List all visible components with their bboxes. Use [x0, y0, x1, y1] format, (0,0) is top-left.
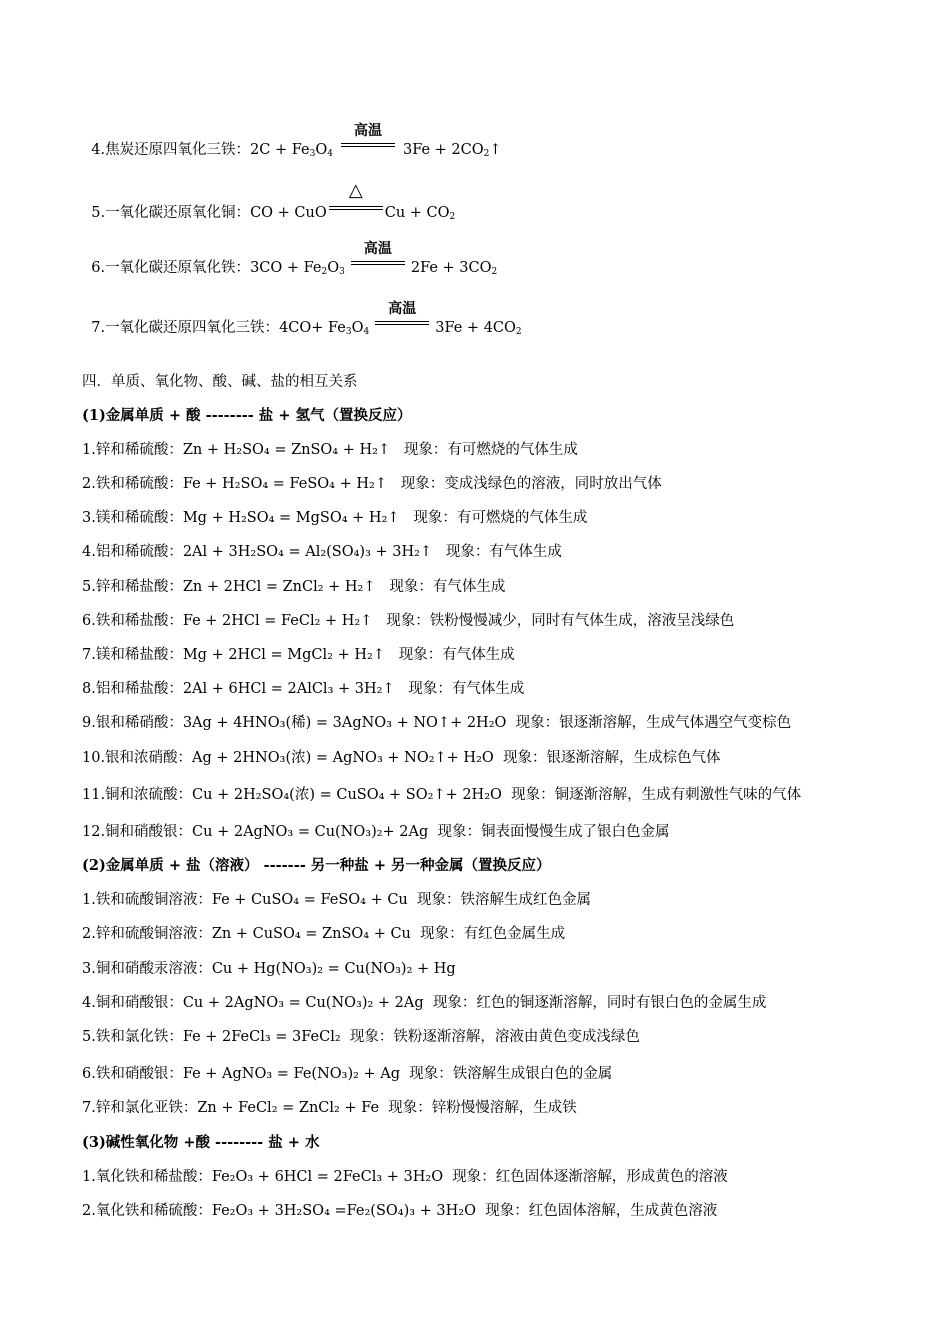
reaction-name: 焦炭还原四氧化三铁：: [105, 142, 251, 158]
section-title: 四．单质、氧化物、酸、碱、盐的相互关系: [82, 374, 358, 390]
item-number: 5.: [91, 205, 106, 221]
list-item: 1.氧化铁和稀盐酸：Fe₂O₃ + 6HCl = 2FeCl₃ + 3H₂O 现象：红色固体逐渐溶解，形成黄色的溶液: [82, 1169, 728, 1185]
products: $Cu + CO_2$: [384, 205, 456, 222]
condition-label: △: [348, 180, 363, 201]
condition-label: 高温: [388, 301, 417, 317]
subsection-title: (3)碱性氧化物 +酸 -------- 盐 + 水: [82, 1134, 320, 1151]
list-item: 11.铜和浓硫酸：Cu + 2H₂SO₄(浓) = CuSO₄ + SO₂↑+ 2H₂O 现象：铜逐渐溶解，生成有刺激性气味的气体: [82, 787, 802, 803]
list-item: 10.银和浓硝酸：Ag + 2HNO₃(浓) = AgNO₃ + NO₂↑+ H₂O 现象：银逐渐溶解，生成棕色气体: [82, 750, 721, 766]
item-number: 4.: [91, 142, 106, 158]
list-item: 1.锌和稀硫酸：Zn + H₂SO₄ = ZnSO₄ + H₂↑ 现象：有可燃烧的气体生成: [82, 442, 578, 458]
reaction-name: 一氧化碳还原氧化铜：: [105, 205, 251, 221]
products: $3Fe + 2CO_2↑$: [402, 142, 502, 159]
list-item: 1.铁和硫酸铜溶液：Fe + CuSO₄ = FeSO₄ + Cu 现象：铁溶解生成红色金属: [82, 892, 591, 908]
list-item: 2.氧化铁和稀硫酸：Fe₂O₃ + 3H₂SO₄ =Fe₂(SO₄)₃ + 3H₂O 现象：红色固体溶解，生成黄色溶液: [82, 1203, 718, 1219]
subsection-title: (1)金属单质 + 酸 -------- 盐 + 氢气（置换反应）: [82, 407, 412, 424]
products: $3Fe + 4CO_2$: [435, 320, 522, 337]
reaction-line: [82, 298, 522, 338]
list-item: 2.锌和硫酸铜溶液：Zn + CuSO₄ = ZnSO₄ + Cu 现象：有红色金属生成: [82, 926, 566, 942]
condition-label: 高温: [353, 123, 382, 139]
reaction-name: 一氧化碳还原氧化铁：: [105, 260, 251, 276]
products: $2Fe + 3CO_2$: [410, 260, 498, 277]
reactants: CO + CuO: [250, 205, 327, 221]
condition-label: 高温: [363, 241, 392, 257]
list-item: 7.镁和稀盐酸：Mg + 2HCl = MgCl₂ + H₂↑ 现象：有气体生成: [82, 647, 515, 663]
list-item: 3.铜和硝酸汞溶液：Cu + Hg(NO₃)₂ = Cu(NO₃)₂ + Hg: [82, 961, 456, 977]
reaction-line: [82, 180, 456, 223]
list-item: 9.银和稀硝酸：3Ag + 4HNO₃(稀) = 3AgNO₃ + NO↑+ 2H₂O 现象：银逐渐溶解，生成气体遇空气变棕色: [82, 715, 792, 731]
list-item: 4.铝和稀硫酸：2Al + 3H₂SO₄ = Al₂(SO₄)₃ + 3H₂↑ 现象：有气体生成: [82, 544, 562, 560]
list-item: 6.铁和硝酸银：Fe + AgNO₃ = Fe(NO₃)₂ + Ag 现象：铁溶解生成银白色的金属: [82, 1066, 613, 1082]
list-item: 7.锌和氯化亚铁：Zn + FeCl₂ = ZnCl₂ + Fe 现象：锌粉慢慢溶解，生成铁: [82, 1100, 577, 1116]
subsection-title: (2)金属单质 + 盐（溶液） ------- 另一种盐 + 另一种金属（置换反应）: [82, 857, 551, 874]
list-item: 8.铝和稀盐酸：2Al + 6HCl = 2AlCl₃ + 3H₂↑ 现象：有气体生成: [82, 681, 525, 697]
item-number: 7.: [91, 320, 106, 336]
reactants: $4CO+ Fe_3O_4$: [279, 320, 370, 337]
list-item: 2.铁和稀硫酸：Fe + H₂SO₄ = FeSO₄ + H₂↑ 现象：变成浅绿色的溶液，同时放出气体: [82, 476, 662, 492]
list-item: 5.锌和稀盐酸：Zn + 2HCl = ZnCl₂ + H₂↑ 现象：有气体生成: [82, 579, 506, 595]
reactants: $3CO + Fe_2O_3$: [250, 260, 345, 277]
list-item: 5.铁和氯化铁：Fe + 2FeCl₃ = 3FeCl₂ 现象：铁粉逐渐溶解，溶液由黄色变成浅绿色: [82, 1029, 640, 1045]
reactants: $2C + Fe_3O_4$: [250, 142, 333, 159]
list-item: 6.铁和稀盐酸：Fe + 2HCl = FeCl₂ + H₂↑ 现象：铁粉慢慢减少，同时有气体生成，溶液呈浅绿色: [82, 613, 735, 629]
list-item: 12.铜和硝酸银：Cu + 2AgNO₃ = Cu(NO₃)₂+ 2Ag 现象：铜表面慢慢生成了银白色金属: [82, 824, 670, 840]
reaction-line: [82, 238, 497, 278]
reaction-line: [82, 120, 502, 160]
item-number: 6.: [91, 260, 106, 276]
reaction-name: 一氧化碳还原四氧化三铁：: [105, 320, 280, 336]
list-item: 4.铜和硝酸银：Cu + 2AgNO₃ = Cu(NO₃)₂ + 2Ag 现象：红色的铜逐渐溶解，同时有银白色的金属生成: [82, 995, 767, 1011]
list-item: 3.镁和稀硫酸：Mg + H₂SO₄ = MgSO₄ + H₂↑ 现象：有可燃烧的气体生成: [82, 510, 588, 526]
